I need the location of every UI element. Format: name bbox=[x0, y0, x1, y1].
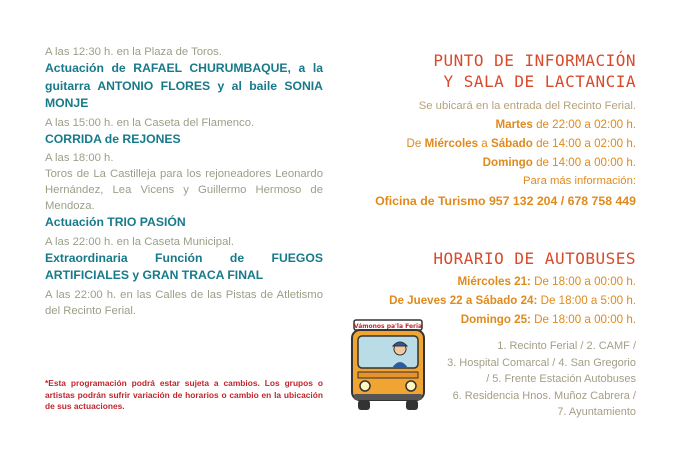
hours-row bbox=[352, 115, 636, 134]
more-info-label: Para más información: bbox=[522, 175, 636, 187]
time-location: A las 22:00 h. en las Calles de las Pistas de Atletismo del Recinto Ferial. bbox=[45, 288, 323, 317]
time-location: A las 18:00 h. bbox=[45, 152, 114, 164]
hours-day: Sábado bbox=[490, 137, 533, 150]
bus-sign-text: Vámonos pa'la Feria bbox=[353, 323, 423, 330]
event-title: Extraordinaria Función de FUEGOS bbox=[45, 250, 323, 265]
bus-day: Miércoles 21: bbox=[457, 275, 531, 288]
bus-schedule-row bbox=[352, 272, 636, 291]
bus-day: Domingo 25: bbox=[460, 313, 531, 326]
bus-hours: De 18:00 a 5:00 h. bbox=[537, 294, 636, 307]
wheel-left bbox=[358, 400, 370, 410]
event-title: CORRIDA de REJONES bbox=[45, 131, 181, 146]
bus-hours: De 18:00 a 00:00 h. bbox=[530, 275, 636, 288]
bus-stop-line: 7. Ayuntamiento bbox=[557, 406, 636, 418]
time-location: A las 15:00 h. en la Caseta del Flamenco. bbox=[45, 116, 255, 129]
hours-text: de 22:00 a 02:00 h. bbox=[532, 118, 636, 131]
hours-pre: De bbox=[406, 137, 425, 150]
program-column bbox=[45, 44, 323, 319]
bus-stop-line: 1. Recinto Ferial / 2. CAMF / bbox=[497, 340, 636, 352]
hours-day: Miércoles bbox=[424, 137, 479, 150]
info-title-line: PUNTO DE INFORMACIÓN bbox=[433, 51, 636, 70]
bus-illustration bbox=[350, 316, 426, 412]
bus-grille bbox=[358, 372, 418, 378]
event-title: Actuación de RAFAEL CHURUMBAQUE, a la guitarra ANTONIO FLORES y al baile SONIA MONJE bbox=[45, 61, 323, 110]
hours-mid: a bbox=[478, 137, 491, 150]
bus-windshield bbox=[358, 336, 418, 368]
tourism-phone: Oficina de Turismo 957 132 204 / 678 758 449 bbox=[375, 194, 636, 208]
bus-stop-line: 6. Residencia Hnos. Muñoz Cabrera / bbox=[452, 389, 636, 402]
time-location: A las 12:30 h. en la Plaza de Toros. bbox=[45, 46, 222, 58]
disclaimer-note: *Esta programación podrá estar sujeta a cambios. Los grupos o artistas podrán sufrir variación de horarios o cambio en la ubicación de sus actuaciones. bbox=[45, 378, 323, 411]
event-detail: Toros de La Castilleja para los rejoneadores Leonardo Hernández, Lea Vicens y Guillermo Hermoso de Mendoza. bbox=[45, 168, 323, 212]
headlight-left bbox=[360, 381, 370, 391]
info-title-line: Y SALA DE LACTANCIA bbox=[443, 72, 636, 91]
bus-hours: De 18:00 a 00:00 h. bbox=[530, 313, 636, 326]
hours-day: Martes bbox=[495, 118, 533, 131]
time-location: A las 22:00 h. en la Caseta Municipal. bbox=[45, 235, 235, 248]
bus-schedule-row bbox=[352, 291, 636, 310]
hours-row bbox=[352, 134, 636, 153]
bus-title: HORARIO DE AUTOBUSES bbox=[433, 249, 636, 268]
bus-bumper bbox=[354, 394, 422, 400]
hours-text: de 14:00 a 00:00 h. bbox=[532, 156, 636, 169]
hours-row bbox=[352, 153, 636, 172]
headlight-right bbox=[406, 381, 416, 391]
bus-stop-line: 3. Hospital Comarcal / 4. San Gregorio bbox=[447, 356, 636, 369]
hours-text: de 14:00 a 02:00 h. bbox=[532, 137, 636, 150]
event-title: ARTIFICIALES y GRAN TRACA FINAL bbox=[45, 268, 264, 282]
bus-day: De Jueves 22 a Sábado 24: bbox=[389, 294, 538, 307]
wheel-right bbox=[406, 400, 418, 410]
info-location: Se ubicará en la entrada del Recinto Ferial. bbox=[418, 100, 636, 112]
hours-day: Domingo bbox=[482, 156, 533, 169]
bus-stop-line: / 5. Frente Estación Autobuses bbox=[486, 373, 636, 385]
event-title: Actuación TRIO PASIÓN bbox=[45, 215, 186, 229]
info-title bbox=[352, 50, 636, 92]
